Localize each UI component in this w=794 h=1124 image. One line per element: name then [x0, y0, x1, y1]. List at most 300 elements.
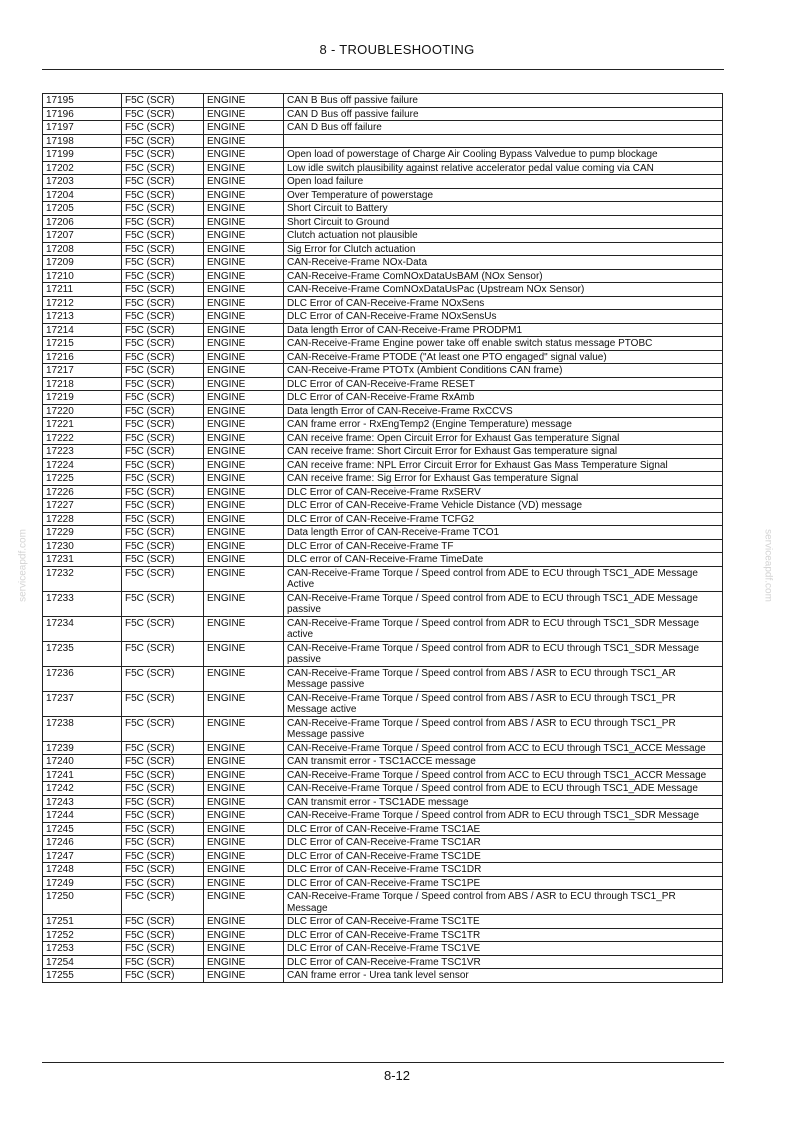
table-row: [43, 202, 723, 216]
model-cell: F5C (SCR): [122, 269, 204, 283]
system-cell: ENGINE: [204, 890, 284, 915]
system-cell: ENGINE: [204, 161, 284, 175]
description-cell: CAN-Receive-Frame Torque / Speed control from ADR to ECU through TSC1_SDR Message passive: [284, 641, 723, 666]
table-row: [43, 256, 723, 270]
description-cell: CAN frame error - Urea tank level sensor: [284, 969, 723, 983]
system-cell: ENGINE: [204, 269, 284, 283]
fault-code-cell: 17210: [43, 269, 122, 283]
system-cell: ENGINE: [204, 310, 284, 324]
table-row: [43, 512, 723, 526]
description-cell: Sig Error for Clutch actuation: [284, 242, 723, 256]
description-cell: CAN-Receive-Frame Torque / Speed control from ABS / ASR to ECU through TSC1_PR Message passive: [284, 716, 723, 741]
model-cell: F5C (SCR): [122, 691, 204, 716]
system-cell: ENGINE: [204, 836, 284, 850]
model-cell: F5C (SCR): [122, 836, 204, 850]
table-row: [43, 809, 723, 823]
model-cell: F5C (SCR): [122, 418, 204, 432]
model-cell: F5C (SCR): [122, 716, 204, 741]
fault-code-cell: 17209: [43, 256, 122, 270]
table-row: [43, 526, 723, 540]
description-cell: CAN receive frame: NPL Error Circuit Error for Exhaust Gas Mass Temperature Signal: [284, 458, 723, 472]
model-cell: F5C (SCR): [122, 928, 204, 942]
description-cell: DLC Error of CAN-Receive-Frame TSC1VR: [284, 955, 723, 969]
system-cell: ENGINE: [204, 445, 284, 459]
table-row: [43, 418, 723, 432]
fault-code-cell: 17199: [43, 148, 122, 162]
table-row: [43, 863, 723, 877]
model-cell: F5C (SCR): [122, 566, 204, 591]
fault-code-cell: 17224: [43, 458, 122, 472]
description-cell: CAN-Receive-Frame NOx-Data: [284, 256, 723, 270]
fault-code-cell: 17232: [43, 566, 122, 591]
model-cell: F5C (SCR): [122, 755, 204, 769]
system-cell: ENGINE: [204, 134, 284, 148]
table-row: [43, 782, 723, 796]
system-cell: ENGINE: [204, 175, 284, 189]
table-row: [43, 310, 723, 324]
description-cell: DLC Error of CAN-Receive-Frame NOxSensUs: [284, 310, 723, 324]
system-cell: ENGINE: [204, 539, 284, 553]
description-cell: DLC Error of CAN-Receive-Frame TSC1PE: [284, 876, 723, 890]
system-cell: ENGINE: [204, 121, 284, 135]
description-cell: CAN-Receive-Frame PTOTx (Ambient Conditions CAN frame): [284, 364, 723, 378]
table-row: [43, 691, 723, 716]
description-cell: CAN receive frame: Sig Error for Exhaust Gas temperature Signal: [284, 472, 723, 486]
system-cell: ENGINE: [204, 283, 284, 297]
fault-code-cell: 17222: [43, 431, 122, 445]
description-cell: DLC Error of CAN-Receive-Frame TSC1AR: [284, 836, 723, 850]
model-cell: F5C (SCR): [122, 121, 204, 135]
fault-code-cell: 17204: [43, 188, 122, 202]
fault-code-cell: 17225: [43, 472, 122, 486]
table-row: [43, 553, 723, 567]
model-cell: F5C (SCR): [122, 202, 204, 216]
description-cell: Data length Error of CAN-Receive-Frame TCO1: [284, 526, 723, 540]
description-cell: [284, 134, 723, 148]
description-cell: DLC Error of CAN-Receive-Frame TSC1TE: [284, 915, 723, 929]
system-cell: ENGINE: [204, 485, 284, 499]
system-cell: ENGINE: [204, 666, 284, 691]
description-cell: CAN receive frame: Open Circuit Error for Exhaust Gas temperature Signal: [284, 431, 723, 445]
model-cell: F5C (SCR): [122, 283, 204, 297]
description-cell: CAN D Bus off passive failure: [284, 107, 723, 121]
fault-code-cell: 17254: [43, 955, 122, 969]
description-cell: CAN B Bus off passive failure: [284, 94, 723, 108]
description-cell: CAN-Receive-Frame ComNOxDataUsBAM (NOx Sensor): [284, 269, 723, 283]
model-cell: F5C (SCR): [122, 512, 204, 526]
fault-code-cell: 17205: [43, 202, 122, 216]
fault-code-cell: 17219: [43, 391, 122, 405]
description-cell: CAN-Receive-Frame Torque / Speed control from ABS / ASR to ECU through TSC1_PR Message active: [284, 691, 723, 716]
description-cell: Over Temperature of powerstage: [284, 188, 723, 202]
model-cell: F5C (SCR): [122, 768, 204, 782]
system-cell: ENGINE: [204, 337, 284, 351]
fault-code-cell: 17246: [43, 836, 122, 850]
fault-code-cell: 17196: [43, 107, 122, 121]
fault-code-cell: 17198: [43, 134, 122, 148]
model-cell: F5C (SCR): [122, 148, 204, 162]
table-row: [43, 822, 723, 836]
fault-code-cell: 17239: [43, 741, 122, 755]
fault-code-cell: 17230: [43, 539, 122, 553]
model-cell: F5C (SCR): [122, 175, 204, 189]
fault-code-cell: 17250: [43, 890, 122, 915]
table-row: [43, 666, 723, 691]
description-cell: DLC Error of CAN-Receive-Frame TSC1VE: [284, 942, 723, 956]
fault-code-cell: 17211: [43, 283, 122, 297]
description-cell: DLC Error of CAN-Receive-Frame NOxSens: [284, 296, 723, 310]
fault-code-cell: 17240: [43, 755, 122, 769]
system-cell: ENGINE: [204, 591, 284, 616]
model-cell: F5C (SCR): [122, 499, 204, 513]
model-cell: F5C (SCR): [122, 795, 204, 809]
page-number: 8-12: [383, 1068, 411, 1083]
model-cell: F5C (SCR): [122, 539, 204, 553]
system-cell: ENGINE: [204, 755, 284, 769]
system-cell: ENGINE: [204, 188, 284, 202]
model-cell: F5C (SCR): [122, 310, 204, 324]
description-cell: CAN transmit error - TSC1ADE message: [284, 795, 723, 809]
fault-code-cell: 17216: [43, 350, 122, 364]
table-row: [43, 485, 723, 499]
table-row: [43, 472, 723, 486]
fault-code-cell: 17247: [43, 849, 122, 863]
table-row: [43, 391, 723, 405]
model-cell: F5C (SCR): [122, 161, 204, 175]
fault-code-cell: 17212: [43, 296, 122, 310]
system-cell: ENGINE: [204, 512, 284, 526]
system-cell: ENGINE: [204, 942, 284, 956]
fault-code-cell: 17206: [43, 215, 122, 229]
fault-code-cell: 17231: [43, 553, 122, 567]
model-cell: F5C (SCR): [122, 969, 204, 983]
table-row: [43, 404, 723, 418]
fault-code-cell: 17251: [43, 915, 122, 929]
system-cell: ENGINE: [204, 377, 284, 391]
system-cell: ENGINE: [204, 782, 284, 796]
table-row: [43, 242, 723, 256]
system-cell: ENGINE: [204, 822, 284, 836]
watermark-left: serviceapdf.com: [17, 529, 29, 602]
description-cell: CAN-Receive-Frame Torque / Speed control from ADR to ECU through TSC1_SDR Message active: [284, 616, 723, 641]
model-cell: F5C (SCR): [122, 782, 204, 796]
model-cell: F5C (SCR): [122, 242, 204, 256]
model-cell: F5C (SCR): [122, 404, 204, 418]
system-cell: ENGINE: [204, 768, 284, 782]
model-cell: F5C (SCR): [122, 876, 204, 890]
table-row: [43, 566, 723, 591]
fault-code-cell: 17215: [43, 337, 122, 351]
model-cell: F5C (SCR): [122, 391, 204, 405]
system-cell: ENGINE: [204, 969, 284, 983]
description-cell: DLC error of CAN-Receive-Frame TimeDate: [284, 553, 723, 567]
description-cell: DLC Error of CAN-Receive-Frame RxAmb: [284, 391, 723, 405]
table-row: [43, 942, 723, 956]
fault-code-cell: 17253: [43, 942, 122, 956]
table-row: [43, 350, 723, 364]
fault-code-cell: 17249: [43, 876, 122, 890]
system-cell: ENGINE: [204, 499, 284, 513]
model-cell: F5C (SCR): [122, 364, 204, 378]
table-row: [43, 836, 723, 850]
description-cell: DLC Error of CAN-Receive-Frame TF: [284, 539, 723, 553]
description-cell: CAN receive frame: Short Circuit Error for Exhaust Gas temperature signal: [284, 445, 723, 459]
fault-code-cell: 17235: [43, 641, 122, 666]
fault-code-cell: 17208: [43, 242, 122, 256]
table-row: [43, 716, 723, 741]
table-row: [43, 890, 723, 915]
model-cell: F5C (SCR): [122, 915, 204, 929]
fault-code-cell: 17245: [43, 822, 122, 836]
description-cell: Short Circuit to Ground: [284, 215, 723, 229]
description-cell: CAN-Receive-Frame Torque / Speed control from ACC to ECU through TSC1_ACCE Message: [284, 741, 723, 755]
table-row: [43, 915, 723, 929]
description-cell: CAN-Receive-Frame Engine power take off enable switch status message PTOBC: [284, 337, 723, 351]
system-cell: ENGINE: [204, 795, 284, 809]
system-cell: ENGINE: [204, 94, 284, 108]
system-cell: ENGINE: [204, 928, 284, 942]
table-row: [43, 94, 723, 108]
fault-code-cell: 17236: [43, 666, 122, 691]
description-cell: CAN-Receive-Frame PTODE ("At least one PTO engaged" signal value): [284, 350, 723, 364]
system-cell: ENGINE: [204, 107, 284, 121]
fault-code-cell: 17243: [43, 795, 122, 809]
model-cell: F5C (SCR): [122, 526, 204, 540]
system-cell: ENGINE: [204, 716, 284, 741]
fault-code-cell: 17223: [43, 445, 122, 459]
model-cell: F5C (SCR): [122, 431, 204, 445]
fault-code-cell: 17234: [43, 616, 122, 641]
model-cell: F5C (SCR): [122, 350, 204, 364]
system-cell: ENGINE: [204, 526, 284, 540]
system-cell: ENGINE: [204, 364, 284, 378]
description-cell: DLC Error of CAN-Receive-Frame TSC1DR: [284, 863, 723, 877]
fault-code-cell: 17252: [43, 928, 122, 942]
system-cell: ENGINE: [204, 202, 284, 216]
header-rule: [42, 69, 724, 70]
table-row: [43, 283, 723, 297]
system-cell: ENGINE: [204, 876, 284, 890]
table-row: [43, 616, 723, 641]
system-cell: ENGINE: [204, 458, 284, 472]
model-cell: F5C (SCR): [122, 458, 204, 472]
table-row: [43, 323, 723, 337]
fault-code-cell: 17218: [43, 377, 122, 391]
fault-code-cell: 17213: [43, 310, 122, 324]
description-cell: CAN transmit error - TSC1ACCE message: [284, 755, 723, 769]
fault-code-cell: 17248: [43, 863, 122, 877]
table-row: [43, 768, 723, 782]
table-row: [43, 591, 723, 616]
table-row: [43, 107, 723, 121]
table-row: [43, 188, 723, 202]
description-cell: Open load failure: [284, 175, 723, 189]
table-row: [43, 377, 723, 391]
fault-code-cell: 17255: [43, 969, 122, 983]
fault-code-cell: 17217: [43, 364, 122, 378]
description-cell: CAN-Receive-Frame ComNOxDataUsPac (Upstream NOx Sensor): [284, 283, 723, 297]
fault-code-table: [42, 93, 723, 983]
system-cell: ENGINE: [204, 431, 284, 445]
table-row: [43, 337, 723, 351]
fault-code-cell: 17233: [43, 591, 122, 616]
description-cell: DLC Error of CAN-Receive-Frame RESET: [284, 377, 723, 391]
fault-code-cell: 17202: [43, 161, 122, 175]
fault-code-cell: 17237: [43, 691, 122, 716]
model-cell: F5C (SCR): [122, 472, 204, 486]
fault-code-cell: 17244: [43, 809, 122, 823]
model-cell: F5C (SCR): [122, 955, 204, 969]
table-row: [43, 134, 723, 148]
system-cell: ENGINE: [204, 472, 284, 486]
fault-code-cell: 17229: [43, 526, 122, 540]
table-row: [43, 928, 723, 942]
fault-code-cell: 17242: [43, 782, 122, 796]
system-cell: ENGINE: [204, 404, 284, 418]
description-cell: DLC Error of CAN-Receive-Frame RxSERV: [284, 485, 723, 499]
table-row: [43, 499, 723, 513]
fault-code-cell: 17226: [43, 485, 122, 499]
footer-rule: [42, 1062, 724, 1063]
description-cell: CAN-Receive-Frame Torque / Speed control from ABS / ASR to ECU through TSC1_AR Message passive: [284, 666, 723, 691]
model-cell: F5C (SCR): [122, 296, 204, 310]
description-cell: Open load of powerstage of Charge Air Cooling Bypass Valvedue to pump blockage: [284, 148, 723, 162]
model-cell: F5C (SCR): [122, 809, 204, 823]
fault-code-cell: 17227: [43, 499, 122, 513]
table-row: [43, 161, 723, 175]
model-cell: F5C (SCR): [122, 445, 204, 459]
description-cell: Data length Error of CAN-Receive-Frame PRODPM1: [284, 323, 723, 337]
system-cell: ENGINE: [204, 296, 284, 310]
table-row: [43, 148, 723, 162]
model-cell: F5C (SCR): [122, 942, 204, 956]
model-cell: F5C (SCR): [122, 485, 204, 499]
fault-code-cell: 17207: [43, 229, 122, 243]
model-cell: F5C (SCR): [122, 553, 204, 567]
description-cell: DLC Error of CAN-Receive-Frame TSC1TR: [284, 928, 723, 942]
system-cell: ENGINE: [204, 741, 284, 755]
system-cell: ENGINE: [204, 148, 284, 162]
description-cell: Short Circuit to Battery: [284, 202, 723, 216]
model-cell: F5C (SCR): [122, 641, 204, 666]
description-cell: DLC Error of CAN-Receive-Frame TCFG2: [284, 512, 723, 526]
system-cell: ENGINE: [204, 256, 284, 270]
table-row: [43, 445, 723, 459]
description-cell: Clutch actuation not plausible: [284, 229, 723, 243]
table-row: [43, 431, 723, 445]
model-cell: F5C (SCR): [122, 107, 204, 121]
table-row: [43, 269, 723, 283]
system-cell: ENGINE: [204, 691, 284, 716]
model-cell: F5C (SCR): [122, 229, 204, 243]
model-cell: F5C (SCR): [122, 256, 204, 270]
system-cell: ENGINE: [204, 616, 284, 641]
table-row: [43, 296, 723, 310]
description-cell: Low idle switch plausibility against relative accelerator pedal value coming via CAN: [284, 161, 723, 175]
system-cell: ENGINE: [204, 229, 284, 243]
description-cell: DLC Error of CAN-Receive-Frame Vehicle Distance (VD) message: [284, 499, 723, 513]
table-row: [43, 215, 723, 229]
model-cell: F5C (SCR): [122, 849, 204, 863]
system-cell: ENGINE: [204, 391, 284, 405]
fault-code-cell: 17238: [43, 716, 122, 741]
table-row: [43, 795, 723, 809]
table-row: [43, 755, 723, 769]
system-cell: ENGINE: [204, 641, 284, 666]
system-cell: ENGINE: [204, 323, 284, 337]
description-cell: Data length Error of CAN-Receive-Frame RxCCVS: [284, 404, 723, 418]
model-cell: F5C (SCR): [122, 188, 204, 202]
description-cell: CAN-Receive-Frame Torque / Speed control from ADE to ECU through TSC1_ADE Message Active: [284, 566, 723, 591]
description-cell: DLC Error of CAN-Receive-Frame TSC1DE: [284, 849, 723, 863]
system-cell: ENGINE: [204, 955, 284, 969]
description-cell: DLC Error of CAN-Receive-Frame TSC1AE: [284, 822, 723, 836]
model-cell: F5C (SCR): [122, 337, 204, 351]
table-row: [43, 175, 723, 189]
model-cell: F5C (SCR): [122, 616, 204, 641]
fault-code-cell: 17195: [43, 94, 122, 108]
model-cell: F5C (SCR): [122, 591, 204, 616]
system-cell: ENGINE: [204, 553, 284, 567]
table-row: [43, 121, 723, 135]
fault-code-cell: 17197: [43, 121, 122, 135]
system-cell: ENGINE: [204, 915, 284, 929]
description-cell: CAN D Bus off failure: [284, 121, 723, 135]
table-row: [43, 458, 723, 472]
model-cell: F5C (SCR): [122, 134, 204, 148]
description-cell: CAN-Receive-Frame Torque / Speed control from ABS / ASR to ECU through TSC1_PR Message: [284, 890, 723, 915]
description-cell: CAN-Receive-Frame Torque / Speed control from ADE to ECU through TSC1_ADE Message: [284, 782, 723, 796]
system-cell: ENGINE: [204, 863, 284, 877]
system-cell: ENGINE: [204, 849, 284, 863]
fault-code-cell: 17214: [43, 323, 122, 337]
model-cell: F5C (SCR): [122, 377, 204, 391]
model-cell: F5C (SCR): [122, 666, 204, 691]
table-row: [43, 539, 723, 553]
fault-code-cell: 17221: [43, 418, 122, 432]
fault-code-cell: 17228: [43, 512, 122, 526]
table-row: [43, 849, 723, 863]
fault-code-cell: 17241: [43, 768, 122, 782]
fault-code-cell: 17203: [43, 175, 122, 189]
model-cell: F5C (SCR): [122, 822, 204, 836]
description-cell: CAN-Receive-Frame Torque / Speed control from ADE to ECU through TSC1_ADE Message passive: [284, 591, 723, 616]
table-row: [43, 641, 723, 666]
model-cell: F5C (SCR): [122, 215, 204, 229]
system-cell: ENGINE: [204, 242, 284, 256]
page-header-title: 8 - TROUBLESHOOTING: [319, 42, 475, 57]
system-cell: ENGINE: [204, 215, 284, 229]
model-cell: F5C (SCR): [122, 94, 204, 108]
table-row: [43, 229, 723, 243]
fault-code-cell: 17220: [43, 404, 122, 418]
table-row: [43, 741, 723, 755]
system-cell: ENGINE: [204, 566, 284, 591]
model-cell: F5C (SCR): [122, 323, 204, 337]
model-cell: F5C (SCR): [122, 741, 204, 755]
system-cell: ENGINE: [204, 418, 284, 432]
table-row: [43, 876, 723, 890]
system-cell: ENGINE: [204, 809, 284, 823]
system-cell: ENGINE: [204, 350, 284, 364]
model-cell: F5C (SCR): [122, 863, 204, 877]
table-row: [43, 955, 723, 969]
description-cell: CAN frame error - RxEngTemp2 (Engine Temperature) message: [284, 418, 723, 432]
model-cell: F5C (SCR): [122, 890, 204, 915]
table-row: [43, 364, 723, 378]
description-cell: CAN-Receive-Frame Torque / Speed control from ADR to ECU through TSC1_SDR Message: [284, 809, 723, 823]
fault-code-table-body: [43, 94, 723, 983]
